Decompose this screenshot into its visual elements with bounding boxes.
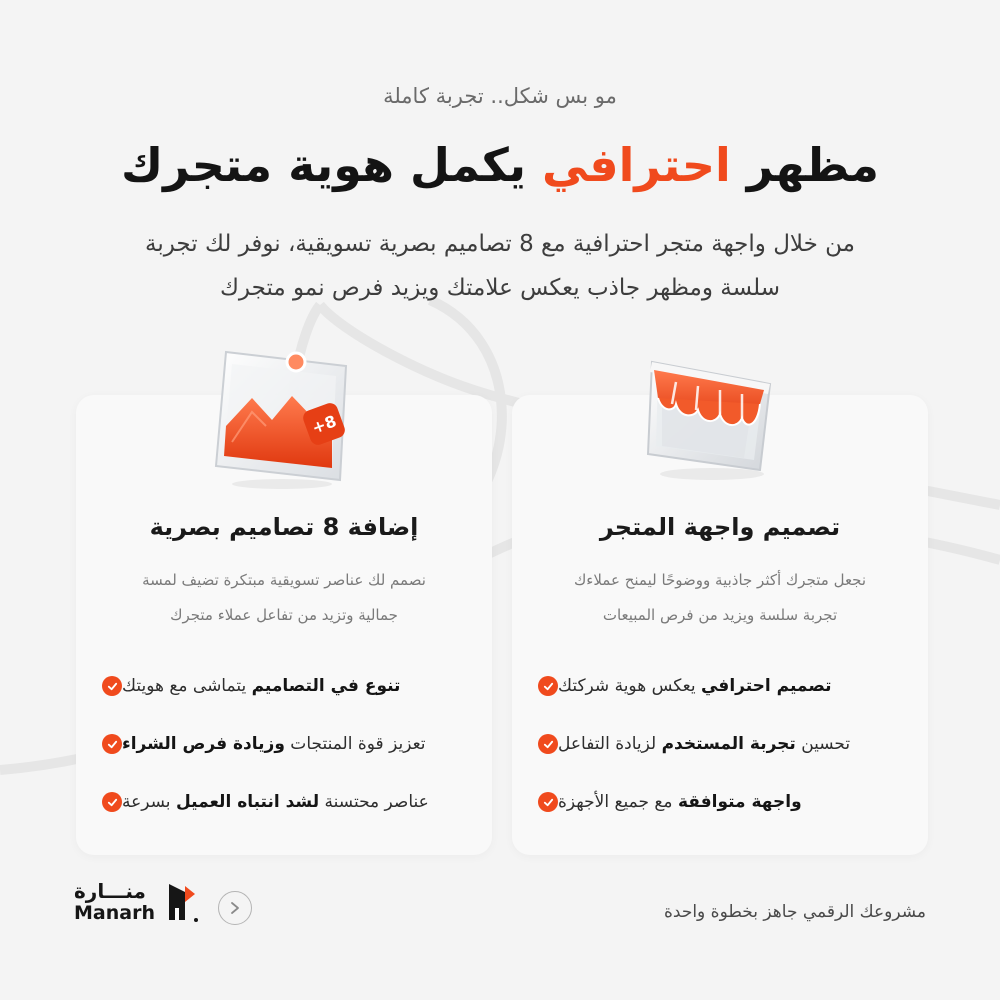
list-item [90, 657, 460, 715]
feature-list [90, 657, 460, 831]
feature-pre: تعزيز قوة المنتجات [284, 734, 426, 754]
feature-bold: لشد انتباه العميل [175, 792, 320, 812]
storefront-icon [592, 342, 792, 487]
feature-text: يعكس هوية شركتك [558, 676, 701, 696]
list-item [90, 715, 460, 773]
feature-text: مع جميع الأجهزة [558, 792, 678, 812]
logo-arabic: منـــارة [74, 879, 146, 903]
footer-tagline: مشروعك الرقمي جاهز بخطوة واحدة [664, 902, 926, 922]
image-gallery-icon [196, 342, 376, 492]
check-icon [102, 792, 122, 812]
check-icon [102, 676, 122, 696]
feature-pre: تحسين [795, 734, 851, 754]
check-icon [538, 792, 558, 812]
feature-bold: تصميم احترافي [700, 676, 832, 696]
kicker-text: مو بس شكل.. تجربة كاملة [383, 84, 617, 108]
check-icon [538, 676, 558, 696]
list-item [526, 657, 896, 715]
feature-text: يتماشى مع هويتك [122, 676, 252, 696]
logo-english: Manarh [74, 902, 155, 924]
list-item [526, 773, 896, 831]
card-desc-line-1: نجعل متجرك أكثر جاذبية ووضوحًا ليمنح عملاءك [573, 571, 867, 589]
card-description [552, 563, 888, 633]
feature-list [526, 657, 896, 831]
check-icon [538, 734, 558, 754]
card-title: تصميم واجهة المتجر [599, 513, 841, 541]
page-headline [0, 138, 1000, 192]
card-desc-line-2: جمالية وتزيد من تفاعل عملاء متجرك [170, 606, 398, 624]
feature-bold: تنوع في التصاميم [251, 676, 401, 696]
badge-text: +8 [309, 411, 339, 438]
headline-before: مظهر [730, 138, 880, 192]
feature-bold: واجهة متوافقة [677, 792, 802, 812]
next-button[interactable] [218, 891, 252, 925]
brand-logo [74, 880, 199, 924]
check-icon [102, 734, 122, 754]
feature-pre: عناصر محتسنة [319, 792, 429, 812]
chevron-right-icon [229, 901, 241, 915]
card-desc-line-2: تجربة سلسة ويزيد من فرص المبيعات [602, 606, 838, 624]
card-description [116, 563, 452, 633]
feature-bold: وزيادة فرص الشراء [122, 734, 285, 754]
feature-text: بسرعة [122, 792, 176, 812]
list-item [90, 773, 460, 831]
subtitle-line-2: سلسة ومظهر جاذب يعكس علامتك ويزيد فرص نمو متجرك [219, 275, 781, 301]
page-subtitle [70, 222, 930, 310]
feature-bold: تجربة المستخدم [661, 734, 796, 754]
headline-accent: احترافي [542, 138, 731, 192]
headline-after: يكمل هوية متجرك [120, 138, 542, 192]
list-item [526, 715, 896, 773]
feature-text: لزيادة التفاعل [558, 734, 662, 754]
logo-mark-icon [163, 880, 199, 924]
subtitle-line-1: من خلال واجهة متجر احترافية مع 8 تصاميم بصرية تسويقية، نوفر لك تجربة [144, 231, 855, 257]
card-title: إضافة 8 تصاميم بصرية [149, 513, 419, 541]
card-desc-line-1: نصمم لك عناصر تسويقية مبتكرة تضيف لمسة [142, 571, 426, 589]
